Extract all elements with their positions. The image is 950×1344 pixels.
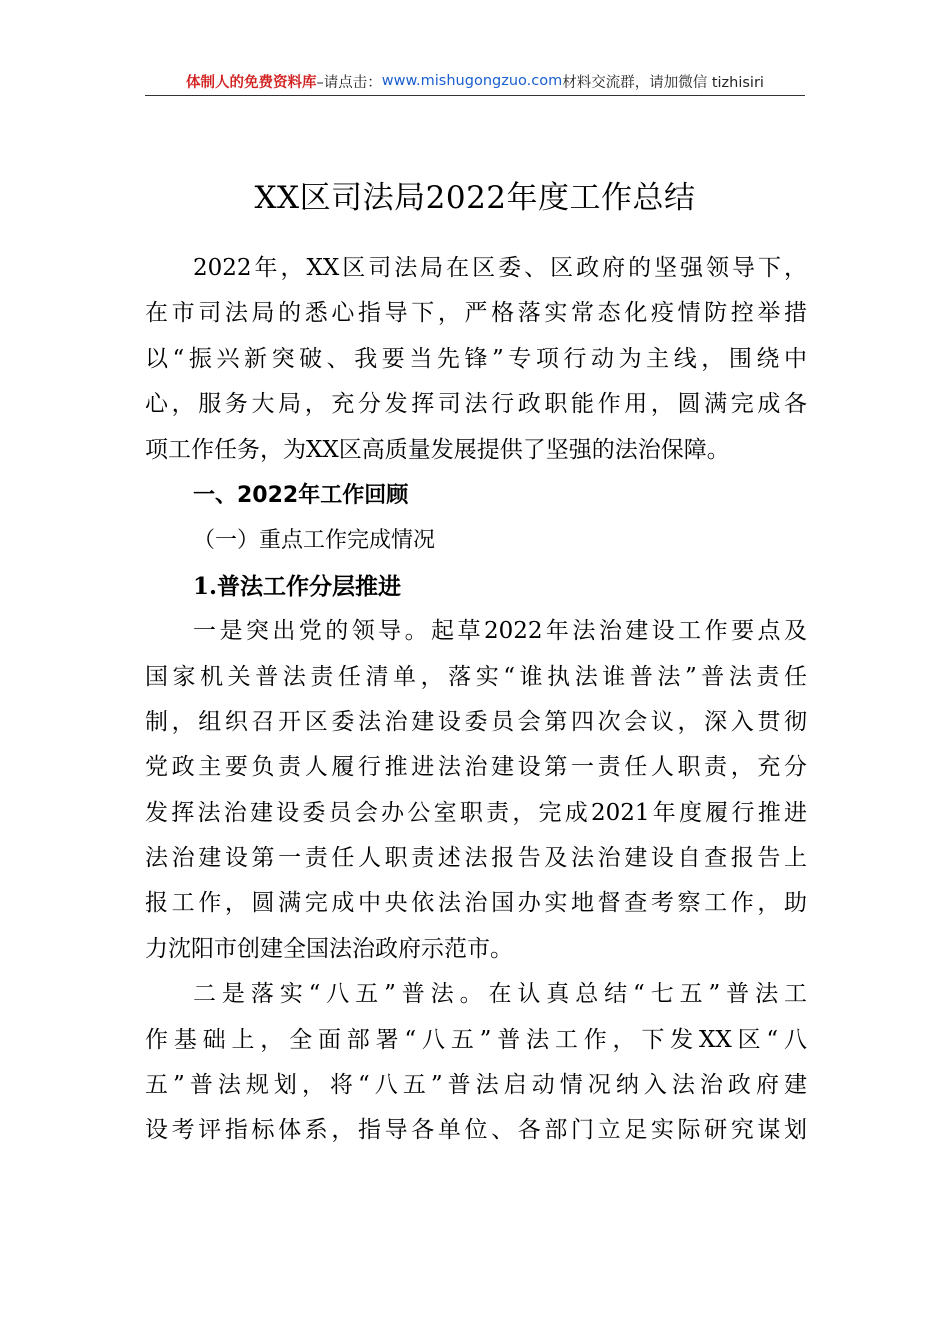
- item-heading: 1.普法工作分层推进: [193, 572, 402, 600]
- text-line: 2022年，XX区司法局在区委、区政府的坚强领导下，: [193, 255, 807, 281]
- document-title: XX区司法局2022年度工作总结: [254, 180, 696, 216]
- section-heading: 一、2022年工作回顾: [193, 482, 409, 508]
- text-line: 心，服务大局，充分发挥司法行政职能作用，圆满完成各: [145, 391, 807, 418]
- header-url-link[interactable]: www.mishugongzuo.com: [381, 73, 563, 89]
- intro-paragraph: [145, 246, 807, 473]
- text-line: 以“振兴新突破、我要当先锋”专项行动为主线，围绕中: [145, 345, 807, 372]
- text-line: 制，组织召开区委法治建设委员会第四次会议，深入贯彻: [145, 708, 807, 735]
- header-suffix: 材料交流群，请加微信 tizhisiri: [562, 74, 764, 91]
- text-line: 二是落实“八五”普法。在认真总结“七五”普法工: [193, 981, 807, 1008]
- document-body: [145, 246, 807, 1154]
- text-line: 法治建设第一责任人职责述法报告及法治建设自查报告上: [145, 845, 807, 872]
- text-line: 项工作任务，为XX区高质量发展提供了坚强的法治保障。: [145, 436, 730, 463]
- text-line: 五”普法规划，将“八五”普法启动情况纳入法治政府建: [145, 1072, 807, 1099]
- header-divider: [145, 95, 805, 96]
- header-prefix: –请点击：: [316, 74, 382, 91]
- text-line: 党政主要负责人履行推进法治建设第一责任人职责，充分: [145, 754, 807, 781]
- paragraph-one: [145, 609, 807, 972]
- header-brand[interactable]: 体制人的免费资料库: [186, 74, 317, 91]
- text-line: 在市司法局的悉心指导下，严格落实常态化疫情防控举措: [145, 300, 807, 327]
- subsection-heading: （一）重点工作完成情况: [193, 528, 436, 554]
- page-header: [145, 68, 805, 94]
- text-line: 发挥法治建设委员会办公室职责，完成2021年度履行推进: [145, 799, 807, 826]
- paragraph-two: [145, 972, 807, 1154]
- text-line: 一是突出党的领导。起草2022年法治建设工作要点及: [193, 618, 807, 645]
- text-line: 国家机关普法责任清单，落实“谁执法谁普法”普法责任: [145, 663, 807, 690]
- text-line: 作基础上，全面部署“八五”普法工作，下发XX区“八: [145, 1026, 807, 1053]
- text-line: 力沈阳市创建全国法治政府示范市。: [145, 935, 513, 962]
- text-line: 报工作，圆满完成中央依法治国办实地督查考察工作，助: [145, 890, 807, 917]
- text-line: 设考评指标体系，指导各单位、各部门立足实际研究谋划: [145, 1117, 807, 1144]
